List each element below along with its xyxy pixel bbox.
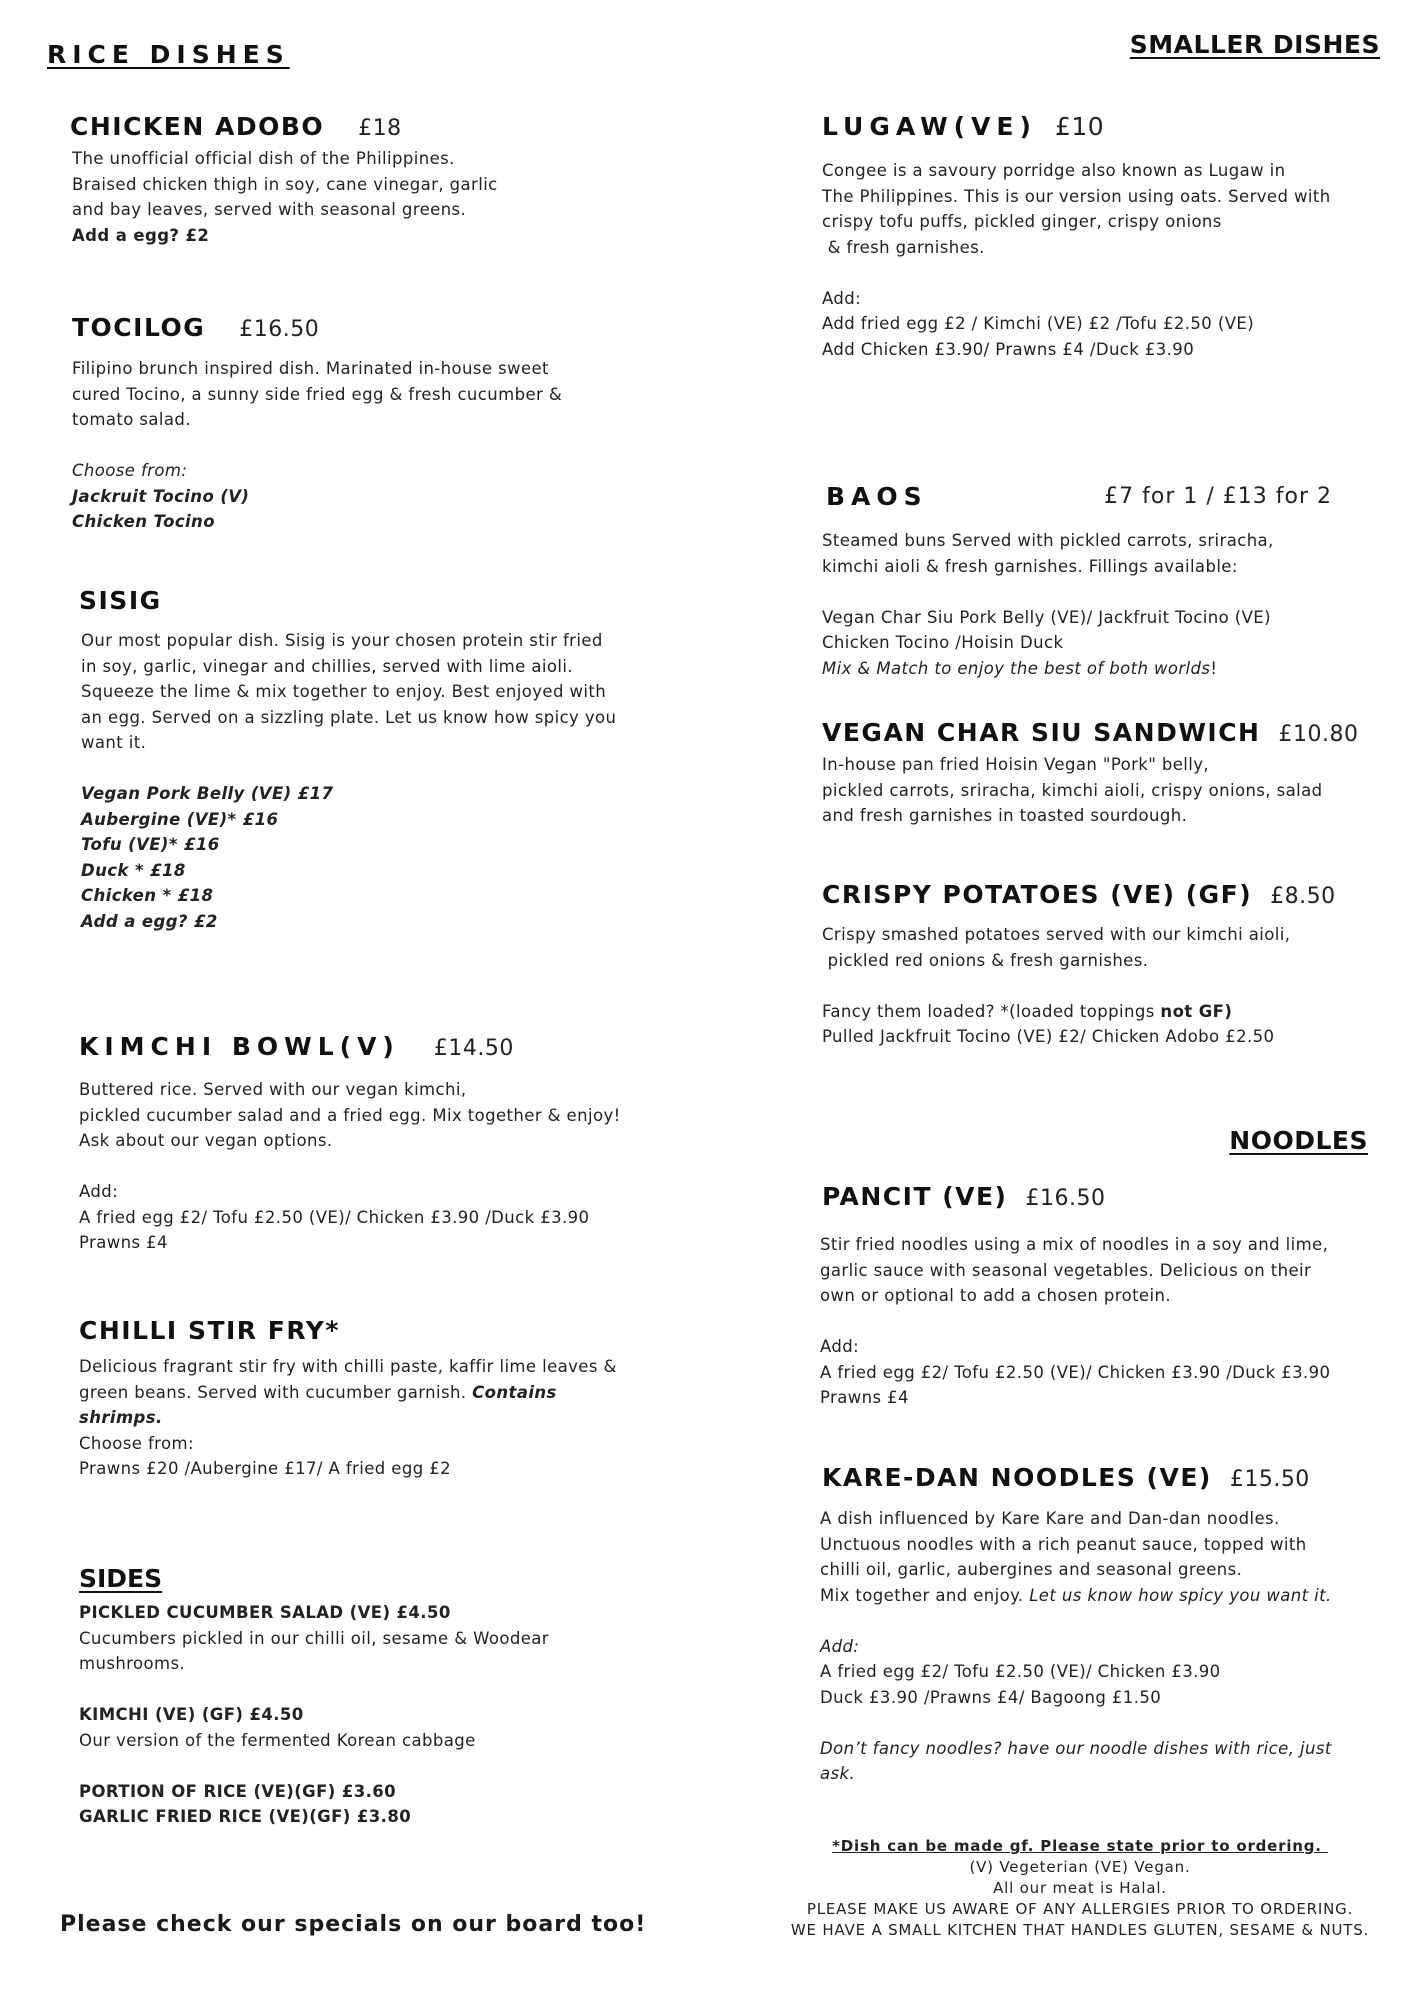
potatoes-loaded-line xyxy=(822,999,1382,1025)
desc-line: Braised chicken thigh in soy, cane vinegar, garlic xyxy=(72,174,498,194)
desc-line: kimchi aioli & fresh garnishes. Fillings available: xyxy=(822,556,1238,576)
sandwich-price: £10.80 xyxy=(1278,722,1359,747)
desc-line: Crispy smashed potatoes served with our kimchi aioli, xyxy=(822,925,1291,944)
desc-line: tomato salad. xyxy=(72,410,191,429)
sisig-description xyxy=(81,628,661,934)
baos-mix-line xyxy=(822,656,1382,682)
desc-line: and bay leaves, served with seasonal greens. xyxy=(72,200,467,219)
noodles-heading: NOODLES xyxy=(1229,1126,1368,1155)
desc-line: Unctuous noodles with a rich peanut sauce, topped with xyxy=(820,1534,1307,1554)
kimchi-bowl-title-row xyxy=(79,1032,514,1061)
desc-line: Stir fried noodles using a mix of noodles in a soy and lime, xyxy=(820,1235,1329,1254)
pancit-add-line: A fried egg £2/ Tofu £2.50 (VE)/ Chicken £3.90 /Duck £3.90 xyxy=(820,1362,1331,1382)
chicken-adobo-title-row xyxy=(70,112,402,141)
potatoes-price: £8.50 xyxy=(1270,884,1336,909)
potatoes-description xyxy=(822,922,1382,1050)
tocilog-name: TOCILOG xyxy=(72,313,206,342)
desc-line: Cucumbers pickled in our chilli oil, sesame & Woodear xyxy=(79,1628,549,1648)
side-rice-title: PORTION OF RICE (VE)(GF) £3.60 xyxy=(79,1781,397,1801)
gf-note: *Dish can be made gf. Please state prior to ordering. xyxy=(832,1837,1328,1855)
desc-line: pickled red onions & fresh garnishes. xyxy=(822,950,1149,970)
desc-line: Buttered rice. Served with our vegan kimchi, xyxy=(79,1080,467,1099)
tocilog-description xyxy=(72,356,632,535)
footer-line: WE HAVE A SMALL KITCHEN THAT HANDLES GLUTEN, SESAME & NUTS. xyxy=(790,1921,1370,1939)
potatoes-name: CRISPY POTATOES (VE) (GF) xyxy=(822,880,1253,909)
pancit-description xyxy=(820,1232,1400,1411)
kare-dan-title-row xyxy=(822,1463,1310,1492)
tocilog-choose-label: Choose from: xyxy=(72,461,188,480)
sandwich-description xyxy=(822,752,1392,829)
desc-line: Filipino brunch inspired dish. Marinated in-house sweet xyxy=(72,359,549,378)
loaded-not-gf: not GF) xyxy=(1160,1001,1233,1021)
chilli-stir-fry-description xyxy=(79,1354,619,1482)
chicken-adobo-price: £18 xyxy=(358,116,402,141)
lugaw-name: LUGAW(VE) xyxy=(822,112,1037,141)
lugaw-price: £10 xyxy=(1054,112,1105,141)
kare-dan-price: £15.50 xyxy=(1229,1467,1310,1492)
desc-line: Ask about our vegan options. xyxy=(79,1131,333,1150)
desc-line: pickled carrots, sriracha, kimchi aioli, crispy onions, salad xyxy=(822,780,1323,800)
lugaw-description xyxy=(822,158,1382,362)
baos-price: £7 for 1 / £13 for 2 xyxy=(1104,484,1332,509)
sides-heading: SIDES xyxy=(79,1564,163,1593)
desc-line: and fresh garnishes in toasted sourdough. xyxy=(822,806,1188,825)
potatoes-loaded-options: Pulled Jackfruit Tocino (VE) £2/ Chicken Adobo £2.50 xyxy=(822,1027,1275,1046)
desc-line: Congee is a savoury porridge also known as Lugaw in xyxy=(822,161,1286,180)
chilli-choose-label: Choose from: xyxy=(79,1433,194,1453)
tocilog-option: Jackruit Tocino (V) xyxy=(72,486,250,506)
kimchi-bowl-add-line: Prawns £4 xyxy=(79,1233,168,1252)
sisig-option: Vegan Pork Belly (VE) £17 xyxy=(81,784,334,803)
footer-line: All our meat is Halal. xyxy=(993,1879,1167,1897)
pancit-add-label: Add: xyxy=(820,1337,860,1356)
pancit-price: £16.50 xyxy=(1025,1186,1106,1211)
desc-line: cured Tocino, a sunny side fried egg & fresh cucumber & xyxy=(72,384,563,404)
desc-line: Our version of the fermented Korean cabbage xyxy=(79,1730,476,1750)
kimchi-bowl-name: KIMCHI BOWL(V) xyxy=(79,1032,400,1061)
desc-line: chilli oil, garlic, aubergines and seasonal greens. xyxy=(820,1560,1243,1579)
loaded-text: Fancy them loaded? *(loaded toppings xyxy=(822,1001,1155,1021)
desc-line: A dish influenced by Kare Kare and Dan-dan noodles. xyxy=(820,1509,1280,1528)
baos-mix-end: ! xyxy=(1210,658,1218,678)
kare-dan-add-line: Duck £3.90 /Prawns £4/ Bagoong £1.50 xyxy=(820,1687,1162,1707)
pancit-name: PANCIT (VE) xyxy=(822,1182,1008,1211)
kare-dan-name: KARE-DAN NOODLES (VE) xyxy=(822,1463,1212,1492)
lugaw-add-label: Add: xyxy=(822,288,862,308)
footer-line: PLEASE MAKE US AWARE OF ANY ALLERGIES PRIOR TO ORDERING. xyxy=(806,1900,1354,1918)
sisig-name: SISIG xyxy=(79,586,162,615)
desc-line: in soy, garlic, vinegar and chillies, served with lime aioli. xyxy=(81,656,573,676)
sides-list xyxy=(79,1600,659,1830)
desc-line: Steamed buns Served with pickled carrots, sriracha, xyxy=(822,531,1274,550)
desc-line: In-house pan fried Hoisin Vegan "Pork" belly, xyxy=(822,755,1210,774)
sandwich-title-row xyxy=(822,718,1358,747)
pancit-add-line: Prawns £4 xyxy=(820,1388,909,1407)
chicken-adobo-extra: Add a egg? £2 xyxy=(72,225,210,245)
desc-line: crispy tofu puffs, pickled ginger, crispy onions xyxy=(822,212,1222,231)
desc-line: Squeeze the lime & mix together to enjoy. Best enjoyed with xyxy=(81,682,607,701)
spicy-note: Let us know how spicy you want it. xyxy=(1029,1585,1332,1605)
rice-option-note: Don’t fancy noodles? have our noodle dishes with rice, just xyxy=(820,1738,1332,1758)
kimchi-bowl-description xyxy=(79,1077,659,1256)
smaller-dishes-heading: SMALLER DISHES xyxy=(1129,30,1380,59)
contains-warning: Contains xyxy=(472,1382,557,1402)
baos-name: BAOS xyxy=(826,482,928,511)
desc-line: own or optional to add a chosen protein. xyxy=(820,1286,1171,1305)
desc-line: Our most popular dish. Sisig is your chosen protein stir fried xyxy=(81,631,603,650)
pancit-title-row xyxy=(822,1182,1105,1211)
chicken-adobo-name: CHICKEN ADOBO xyxy=(70,112,325,141)
chilli-options: Prawns £20 /Aubergine £17/ A fried egg £2 xyxy=(79,1459,452,1478)
baos-description xyxy=(822,528,1382,681)
rice-dishes-heading: RICE DISHES xyxy=(47,40,290,69)
tocilog-title-row xyxy=(72,313,319,342)
footer-line: (V) Vegeterian (VE) Vegan. xyxy=(969,1858,1191,1876)
lugaw-title-row xyxy=(822,112,1104,141)
sisig-option: Duck * £18 xyxy=(81,860,186,880)
chicken-adobo-description xyxy=(72,146,592,248)
desc-line: mushrooms. xyxy=(79,1654,186,1673)
shrimps-warning: shrimps. xyxy=(79,1408,163,1427)
kare-dan-mix-line xyxy=(820,1583,1400,1609)
kimchi-bowl-add-label: Add: xyxy=(79,1182,119,1201)
desc-line: pickled cucumber salad and a fried egg. Mix together & enjoy! xyxy=(79,1105,621,1125)
desc-line: an egg. Served on a sizzling plate. Let us know how spicy you xyxy=(81,707,617,727)
allergy-footer xyxy=(760,1836,1400,1941)
chilli-stir-fry-title-row xyxy=(79,1316,340,1345)
potatoes-title-row xyxy=(822,880,1336,909)
baos-title-row xyxy=(826,482,928,511)
side-kimchi-title: KIMCHI (VE) (GF) £4.50 xyxy=(79,1705,304,1724)
kare-dan-add-line: A fried egg £2/ Tofu £2.50 (VE)/ Chicken £3.90 xyxy=(820,1662,1221,1681)
kare-dan-description xyxy=(820,1506,1400,1787)
sisig-title-row xyxy=(79,586,162,615)
baos-filling-line: Chicken Tocino /Hoisin Duck xyxy=(822,633,1064,652)
desc-line: want it. xyxy=(81,733,147,752)
lugaw-add-line: Add Chicken £3.90/ Prawns £4 /Duck £3.90 xyxy=(822,339,1195,359)
sisig-option: Add a egg? £2 xyxy=(81,911,218,931)
rice-option-note: ask. xyxy=(820,1764,856,1783)
desc-line: The Philippines. This is our version using oats. Served with xyxy=(822,186,1331,206)
chilli-stir-fry-name: CHILLI STIR FRY* xyxy=(79,1316,340,1345)
tocilog-price: £16.50 xyxy=(239,317,320,342)
mix-text: Mix together and enjoy. xyxy=(820,1585,1030,1605)
side-cucumber-title: PICKLED CUCUMBER SALAD (VE) £4.50 xyxy=(79,1603,451,1622)
desc-line xyxy=(79,1380,619,1406)
desc-line: The unofficial official dish of the Philippines. xyxy=(72,149,455,168)
kimchi-bowl-add-line: A fried egg £2/ Tofu £2.50 (VE)/ Chicken £3.90 /Duck £3.90 xyxy=(79,1207,590,1227)
desc-line: & fresh garnishes. xyxy=(822,237,985,257)
baos-mix-text: Mix & Match to enjoy the best of both worlds xyxy=(822,658,1211,678)
side-garlic-rice-title: GARLIC FRIED RICE (VE)(GF) £3.80 xyxy=(79,1807,412,1826)
desc-line: garlic sauce with seasonal vegetables. Delicious on their xyxy=(820,1260,1312,1280)
tocilog-option: Chicken Tocino xyxy=(72,512,215,531)
kimchi-bowl-price: £14.50 xyxy=(433,1036,514,1061)
baos-filling-line: Vegan Char Siu Pork Belly (VE)/ Jackfruit Tocino (VE) xyxy=(822,607,1271,627)
lugaw-add-line: Add fried egg £2 / Kimchi (VE) £2 /Tofu £2.50 (VE) xyxy=(822,314,1255,333)
specials-note: Please check our specials on our board too! xyxy=(60,1912,647,1937)
desc-line: Delicious fragrant stir fry with chilli paste, kaffir lime leaves & xyxy=(79,1357,617,1376)
sisig-option: Chicken * £18 xyxy=(81,886,214,905)
sisig-option: Tofu (VE)* £16 xyxy=(81,835,220,854)
sandwich-name: VEGAN CHAR SIU SANDWICH xyxy=(822,718,1261,747)
desc-text: green beans. Served with cucumber garnish. xyxy=(79,1382,467,1402)
kare-dan-add-label: Add: xyxy=(820,1636,860,1656)
sisig-option: Aubergine (VE)* £16 xyxy=(81,809,279,829)
